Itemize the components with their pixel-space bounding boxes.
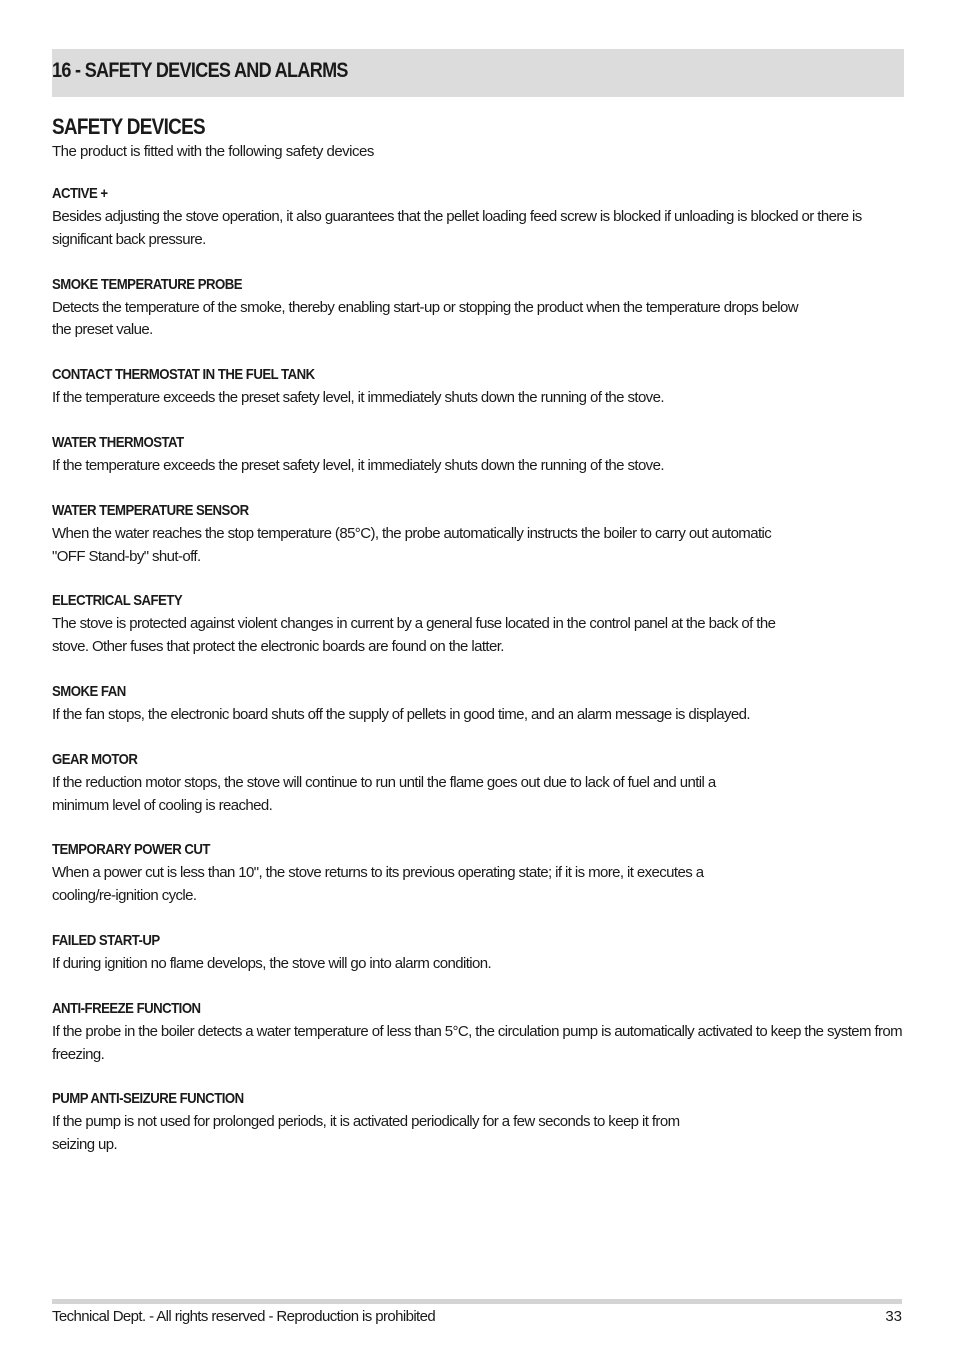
item-title: WATER THERMOSTAT (52, 433, 184, 451)
item-title: CONTACT THERMOSTAT IN THE FUEL TANK (52, 366, 315, 384)
item-title: TEMPORARY POWER CUT (52, 841, 210, 859)
chapter-header-band (52, 49, 904, 97)
item-title: ELECTRICAL SAFETY (52, 592, 183, 610)
item-body: The stove is protected against violent changes in current by a general fuse located in the control panel at the back of the stove. Other fuses that protect the electronic boards are found on the latter. (52, 615, 776, 656)
safety-item-contact-thermostat (52, 364, 904, 410)
item-body: If the fan stops, the electronic board shuts off the supply of pellets in good time, and an alarm message is displayed. (52, 705, 750, 723)
safety-item-electrical-safety (52, 590, 904, 659)
item-body: When a power cut is less than 10", the stove returns to its previous operating state; if it is more, it executes a cooling/re-ignition cycle. (52, 864, 704, 905)
item-title: ACTIVE + (52, 185, 108, 202)
item-body: If during ignition no flame develops, the stove will go into alarm condition. (52, 954, 492, 972)
item-title: SMOKE FAN (52, 682, 126, 700)
item-body: Detects the temperature of the smoke, thereby enabling start-up or stopping the product when the temperature drops below the preset value. (52, 298, 798, 339)
safety-item-water-temperature-sensor (52, 500, 904, 569)
section-title: SAFETY DEVICES (52, 114, 205, 139)
footer-divider (52, 1299, 902, 1304)
item-title: SMOKE TEMPERATURE PROBE (52, 275, 243, 293)
safety-item-temporary-power-cut (52, 839, 904, 908)
item-title: GEAR MOTOR (52, 750, 138, 768)
footer-copyright: Technical Dept. - All rights reserved - Reproduction is prohibited (52, 1308, 436, 1325)
item-body: If the temperature exceeds the preset safety level, it immediately shuts down the running of the stove. (52, 456, 664, 474)
safety-item-gear-motor (52, 749, 904, 818)
safety-item-failed-start-up (52, 930, 904, 976)
safety-item-smoke-temperature-probe (52, 274, 904, 343)
chapter-title: 16 - SAFETY DEVICES AND ALARMS (52, 59, 348, 82)
page-number: 33 (885, 1308, 902, 1325)
item-title: PUMP ANTI-SEIZURE FUNCTION (52, 1090, 244, 1108)
section-intro: The product is fitted with the following safety devices (52, 143, 374, 160)
page-content (52, 113, 904, 1179)
item-body: If the temperature exceeds the preset safety level, it immediately shuts down the running of the stove. (52, 389, 664, 407)
safety-item-active-plus (52, 183, 904, 252)
item-title: ANTI-FREEZE FUNCTION (52, 999, 201, 1017)
item-body: If the probe in the boiler detects a water temperature of less than 5°C, the circulation pump is automatically activated to keep the system from freezing. (52, 1022, 903, 1063)
item-body: If the pump is not used for prolonged periods, it is activated periodically for a few seconds to keep it from seizing up. (52, 1113, 680, 1154)
safety-item-smoke-fan (52, 681, 904, 727)
safety-item-water-thermostat (52, 432, 904, 478)
item-title: WATER TEMPERATURE SENSOR (52, 501, 249, 519)
item-body: When the water reaches the stop temperature (85°C), the probe automatically instructs the boiler to carry out automatic "OFF Stand-by" shut-off. (52, 524, 772, 565)
safety-item-pump-anti-seizure (52, 1088, 904, 1157)
item-body: Besides adjusting the stove operation, it also guarantees that the pellet loading feed screw is blocked if unloading is blocked or there is significant back pressure. (52, 208, 862, 248)
safety-item-anti-freeze-function (52, 998, 904, 1067)
item-body: If the reduction motor stops, the stove will continue to run until the flame goes out due to lack of fuel and until a minimum level of cooling is reached. (52, 773, 716, 814)
item-title: FAILED START-UP (52, 931, 160, 949)
